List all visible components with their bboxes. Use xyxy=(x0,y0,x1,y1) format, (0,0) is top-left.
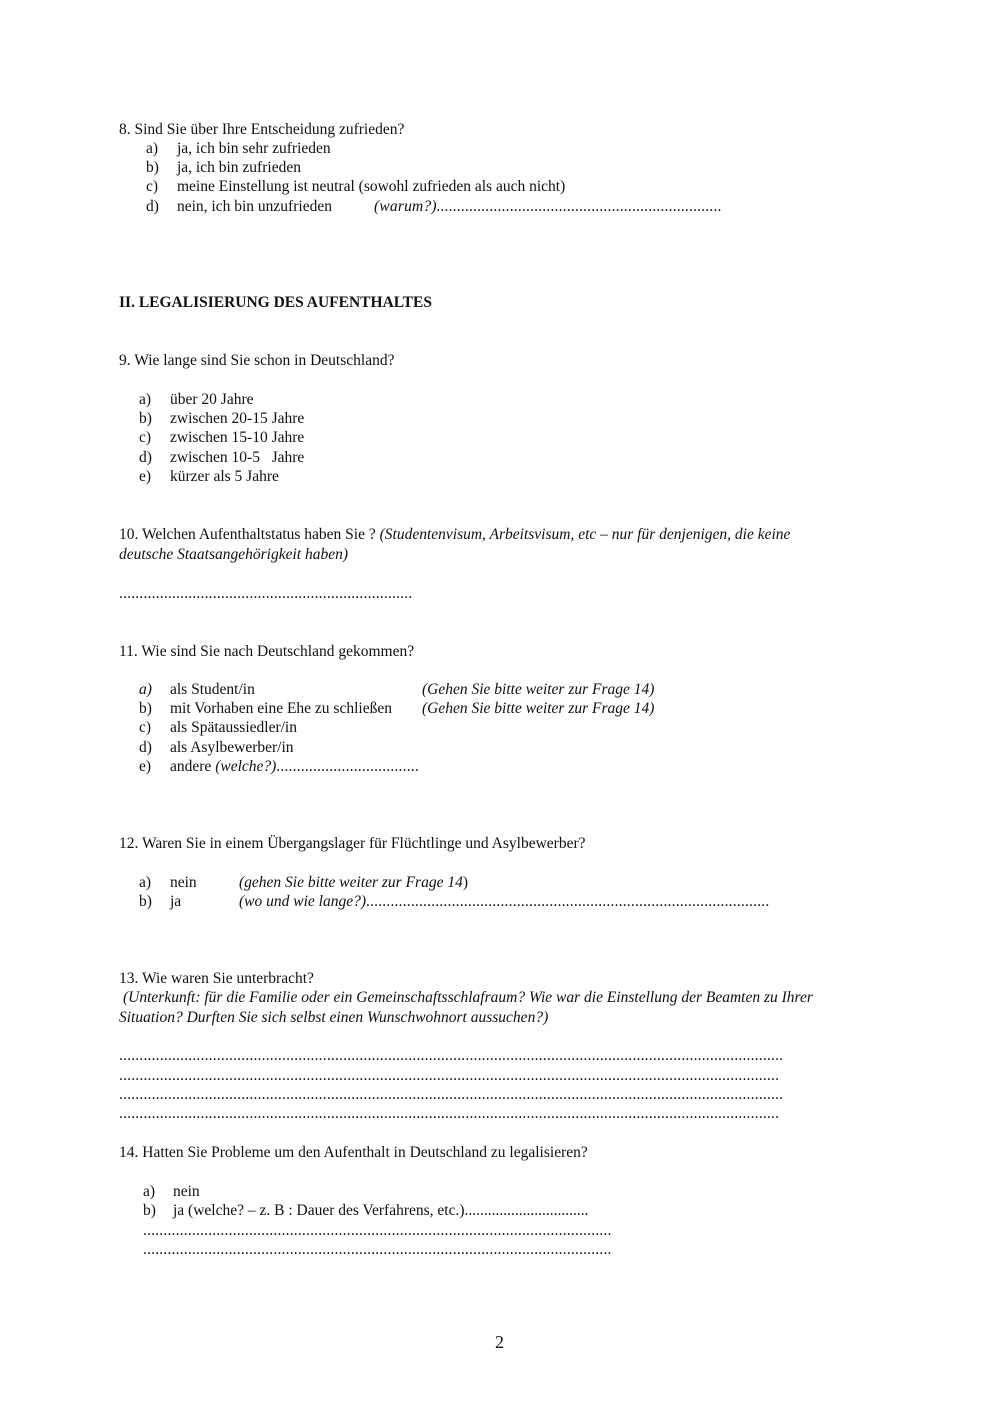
option-letter: b) xyxy=(139,410,152,427)
q9-option-b[interactable] xyxy=(139,409,304,428)
q13-question: 13. Wie waren Sie unterbracht? xyxy=(119,970,314,987)
q12-option-a[interactable] xyxy=(139,873,468,892)
option-text: zwischen 20-15 Jahre xyxy=(170,410,305,427)
option-letter: c) xyxy=(146,178,159,195)
option-letter: c) xyxy=(139,429,152,446)
q9-option-a[interactable] xyxy=(139,390,254,409)
option-letter: a) xyxy=(146,140,159,157)
q10-note: (Studentenvisum, Arbeitsvisum, etc – nur für denjenigen, die keine xyxy=(379,526,791,543)
option-letter: d) xyxy=(146,198,159,215)
q13-note: (Unterkunft: für die Familie oder ein Gemeinschaftsschlafraum? Wie war die Einstellung der Beamten zu Ihrer xyxy=(123,989,813,1006)
option-text: über 20 Jahre xyxy=(170,391,254,408)
q12-question: 12. Waren Sie in einem Übergangslager für Flüchtlinge und Asylbewerber? xyxy=(119,835,586,852)
option-letter: d) xyxy=(139,449,152,466)
q9-question: 9. Wie lange sind Sie schon in Deutschland? xyxy=(119,352,395,369)
option-letter: b) xyxy=(139,893,152,910)
option-note: (Gehen Sie bitte weiter zur Frage 14) xyxy=(422,700,655,717)
answer-line[interactable]: ................................................................................................... xyxy=(366,893,770,910)
option-text: als Spätaussiedler/in xyxy=(170,719,297,736)
q8-option-c[interactable] xyxy=(146,177,565,196)
q11-question: 11. Wie sind Sie nach Deutschland gekommen? xyxy=(119,643,415,660)
option-text: nein xyxy=(173,1183,200,1200)
q11-option-a[interactable] xyxy=(139,680,654,699)
q8-question: 8. Sind Sie über Ihre Entscheidung zufrieden? xyxy=(119,121,405,138)
q11-option-d[interactable] xyxy=(139,738,294,757)
option-text: ja, ich bin zufrieden xyxy=(177,159,301,176)
option-note: (gehen Sie bitte weiter zur Frage 14 xyxy=(239,874,463,891)
q13-note-continued: Situation? Durften Sie sich selbst einen Wunschwohnort aussuchen?) xyxy=(119,1009,549,1026)
q9-option-e[interactable] xyxy=(139,467,279,486)
option-note: (welche?) xyxy=(215,758,277,775)
option-text: andere xyxy=(170,758,212,775)
q8-option-b[interactable] xyxy=(146,158,301,177)
option-text: ja, ich bin sehr zufrieden xyxy=(177,140,331,157)
q13-answer-line[interactable]: ................................................................................................................................................................... xyxy=(119,1047,784,1064)
q12-option-b[interactable] xyxy=(139,892,769,911)
q9-option-c[interactable] xyxy=(139,428,304,447)
q11-option-c[interactable] xyxy=(139,718,297,737)
option-letter: a) xyxy=(139,681,152,698)
q14-option-a[interactable] xyxy=(143,1182,200,1201)
q8-option-a[interactable] xyxy=(146,139,331,158)
option-text: nein xyxy=(170,874,197,891)
option-letter: a) xyxy=(139,874,152,891)
option-letter: e) xyxy=(139,758,152,775)
q10-note-continued: deutsche Staatsangehörigkeit haben) xyxy=(119,546,349,563)
q10-question: 10. Welchen Aufenthaltstatus haben Sie ? xyxy=(119,526,376,543)
option-note: (wo und wie lange?) xyxy=(239,893,366,910)
option-text: als Student/in xyxy=(170,681,255,698)
q13-answer-line[interactable]: .................................................................................................................................................................. xyxy=(119,1067,780,1084)
option-letter: b) xyxy=(139,700,152,717)
section-title: II. LEGALISIERUNG DES AUFENTHALTES xyxy=(119,294,432,311)
option-letter: b) xyxy=(143,1202,156,1219)
answer-line[interactable]: (warum?)...................................................................... xyxy=(374,198,722,215)
option-text: nein, ich bin unzufrieden xyxy=(177,198,332,215)
q10-answer-line[interactable]: ........................................................................ xyxy=(119,585,413,602)
option-letter: a) xyxy=(139,391,152,408)
q14-option-b[interactable] xyxy=(143,1201,589,1220)
option-text: kürzer als 5 Jahre xyxy=(170,468,279,485)
q14-answer-line[interactable]: ................................................................................................................... xyxy=(143,1241,612,1258)
option-text: ja xyxy=(170,893,182,910)
option-note: (Gehen Sie bitte weiter zur Frage 14) xyxy=(422,681,655,698)
q11-option-e[interactable] xyxy=(139,757,419,776)
answer-line[interactable]: ................................... xyxy=(276,758,419,775)
option-letter: e) xyxy=(139,468,152,485)
option-text: meine Einstellung ist neutral (sowohl zufrieden als auch nicht) xyxy=(177,178,566,195)
option-text: als Asylbewerber/in xyxy=(170,739,294,756)
q14-answer-line[interactable]: ................................................................................................................... xyxy=(143,1222,612,1239)
option-text: ja (welche? – z. B : Dauer des Verfahrens, etc.)................................ xyxy=(173,1202,589,1219)
q8-option-d[interactable] xyxy=(146,197,722,216)
option-letter: a) xyxy=(143,1183,156,1200)
option-letter: b) xyxy=(146,159,159,176)
q13-answer-line[interactable]: ................................................................................................................................................................... xyxy=(119,1086,784,1103)
q14-question: 14. Hatten Sie Probleme um den Aufenthalt in Deutschland zu legalisieren? xyxy=(119,1144,588,1161)
option-text: mit Vorhaben eine Ehe zu schließen xyxy=(170,700,392,717)
option-note-end: ) xyxy=(462,874,469,891)
q9-option-d[interactable] xyxy=(139,448,304,467)
q10-question-line xyxy=(119,525,790,544)
q13-answer-line[interactable]: .................................................................................................................................................................. xyxy=(119,1105,780,1122)
option-text: zwischen 15-10 Jahre xyxy=(170,429,305,446)
option-letter: d) xyxy=(139,739,152,756)
option-letter: c) xyxy=(139,719,152,736)
q11-option-b[interactable] xyxy=(139,699,654,718)
page-number: 2 xyxy=(495,1332,504,1352)
option-text: zwischen 10-5 Jahre xyxy=(170,449,305,466)
